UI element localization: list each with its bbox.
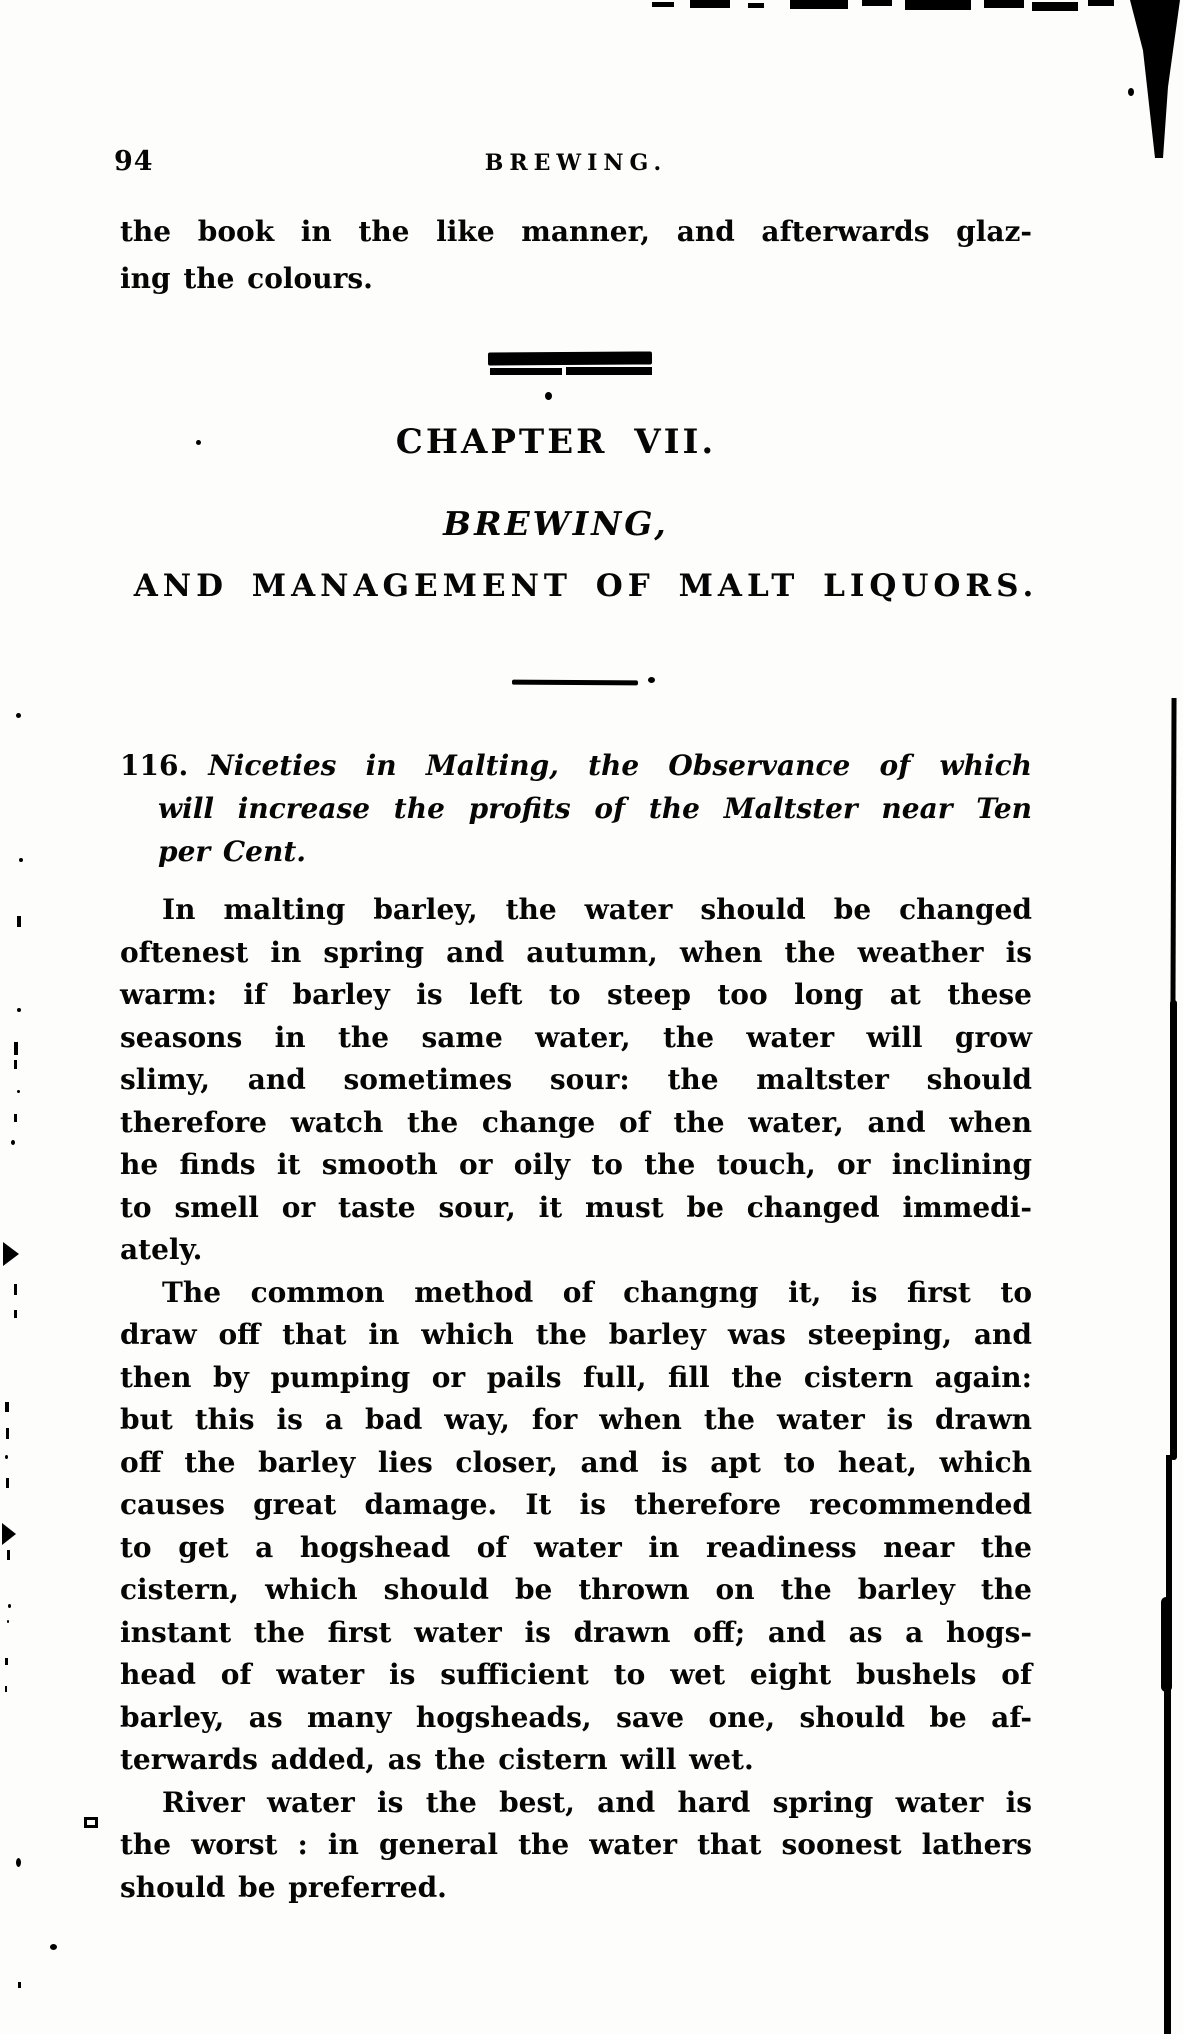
body-line: the worst : in general the water that soonest lathers [120, 1828, 1032, 1861]
scan-artifact-ring-mark [84, 1817, 98, 1828]
scan-speck [7, 1620, 9, 1623]
body-line: oftenest in spring and autumn, when the weather is [120, 935, 1032, 969]
body-line: should be preferred. [120, 1870, 447, 1904]
scan-artifact-triangle [3, 1242, 19, 1266]
body-line: The common method of changng it, is first to [162, 1275, 1032, 1309]
scan-speck [16, 1858, 21, 1867]
body-line: the book in the like manner, and afterwards glaz- [120, 215, 1032, 248]
running-head: BREWING. [484, 150, 668, 176]
scan-artifact-tick [6, 1428, 9, 1439]
scan-artifact-edge-blob [1161, 1597, 1172, 1692]
scan-artifact-top-dash [1088, 0, 1114, 6]
scan-artifact-tick [14, 1310, 17, 1318]
section-heading-line: per Cent. [158, 835, 307, 868]
scan-artifact-tick [7, 1550, 10, 1560]
scan-speck [8, 1604, 11, 1608]
scan-artifact-tick [14, 1284, 17, 1295]
scan-artifact-edge-line [1170, 698, 1176, 1008]
section-heading-line [120, 744, 1032, 787]
body-line: to smell or taste sour, it must be changed immedi- [120, 1190, 1032, 1224]
body-line: he finds it smooth or oily to the touch, or inclining [120, 1148, 1032, 1181]
scan-artifact-tick [5, 1686, 7, 1692]
section-heading-text: Niceties in Malting, the Observance of which [208, 749, 1032, 782]
page-number: 94 [114, 146, 154, 177]
chapter-heading: CHAPTER VII. [395, 422, 717, 462]
body-line: River water is the best, and hard spring water is [162, 1785, 1032, 1819]
scan-speck [17, 1090, 20, 1093]
body-line: barley, as many hogsheads, save one, should be af- [120, 1700, 1032, 1734]
scan-artifact-top-dash [690, 0, 730, 8]
scan-artifact-top-dash [862, 0, 892, 6]
scan-artifact-top-dash [652, 2, 674, 7]
body-line: but this is a bad way, for when the water is drawn [120, 1403, 1032, 1436]
scan-artifact-top-dash [1032, 2, 1078, 11]
scan-artifact-tick [5, 1658, 8, 1665]
scan-artifact-edge-line [1170, 1000, 1177, 1460]
body-line: slimy, and sometimes sour: the maltster should [120, 1063, 1032, 1096]
paragraph-fragment [120, 208, 1032, 302]
scan-artifact-tick [5, 1402, 9, 1412]
scan-speck [5, 1455, 8, 1459]
scan-artifact-tick [14, 1042, 18, 1055]
body-line: ately. [120, 1233, 203, 1266]
body-line: draw off that in which the barley was steeping, and [120, 1318, 1032, 1351]
scan-artifact-edge-line [1166, 1455, 1172, 1605]
scan-speck [196, 440, 201, 445]
divider-bar [490, 368, 562, 375]
scan-speck [19, 858, 23, 862]
scan-speck [1128, 88, 1134, 96]
body-line: off the barley lies closer, and is apt to heat, which [120, 1445, 1032, 1479]
scan-artifact-top-dash [748, 3, 764, 8]
body-line: instant the first water is drawn off; and as a hogs- [120, 1615, 1032, 1649]
body-line: head of water is sufficient to wet eight bushels of [120, 1658, 1032, 1691]
scan-artifact-corner-wedge [1130, 0, 1180, 158]
scan-artifact-tick [6, 1478, 9, 1488]
scan-artifact-top-dash [790, 0, 848, 9]
section-heading [120, 744, 1032, 873]
body-line: therefore watch the change of the water, and when [120, 1105, 1032, 1139]
scan-artifact-tick [17, 916, 21, 927]
divider-bar [566, 367, 652, 375]
section-number: 116. [120, 749, 189, 782]
body-line: terwards added, as the cistern will wet. [120, 1743, 754, 1776]
scan-artifact-top-dash [905, 0, 971, 10]
scan-speck [16, 713, 21, 718]
body-line: seasons in the same water, the water will grow [120, 1020, 1032, 1054]
chapter-subtitle-caps: AND MANAGEMENT OF MALT LIQUORS. [133, 568, 1039, 604]
body-line: then by pumping or pails full, fill the cistern again: [120, 1360, 1032, 1394]
body-line: to get a hogshead of water in readiness near the [120, 1530, 1032, 1564]
body-line: warm: if barley is left to steep too long at these [120, 978, 1032, 1011]
section-heading-line: will increase the profits of the Maltster near Ten [158, 792, 1032, 825]
scan-speck [17, 1008, 21, 1012]
scan-speck [50, 1944, 57, 1950]
section-divider-thin-rule [512, 680, 638, 686]
divider-bar [488, 351, 652, 365]
body-text [120, 889, 1032, 1909]
scan-speck [11, 1140, 15, 1145]
scan-speck [545, 392, 552, 400]
scan-artifact-tick [14, 1114, 17, 1122]
scan-artifact-triangle [2, 1523, 16, 1545]
scan-artifact-tick [18, 1982, 21, 1988]
body-line: cistern, which should be thrown on the barley the [120, 1573, 1032, 1606]
body-line: causes great damage. It is therefore recommended [120, 1488, 1032, 1521]
scan-artifact-edge-line [1164, 1688, 1171, 2034]
scan-speck [648, 677, 655, 683]
body-line: ing the colours. [120, 262, 373, 295]
scan-artifact-top-dash [984, 0, 1024, 8]
body-line: In malting barley, the water should be changed [162, 893, 1032, 926]
chapter-subtitle-italic: BREWING, [443, 504, 669, 543]
scan-artifact-tick [14, 1060, 17, 1069]
